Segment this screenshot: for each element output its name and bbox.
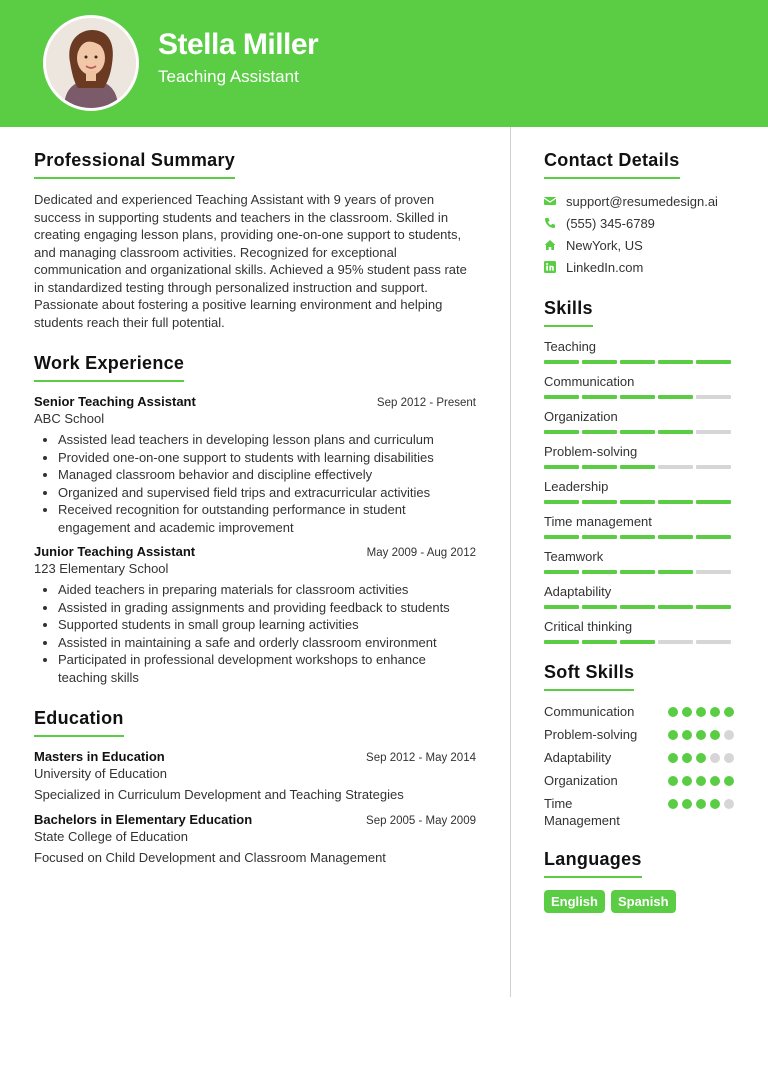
bullet-item: • Assisted lead teachers in developing lesson plans and curriculum xyxy=(58,431,476,449)
skill-level-bar xyxy=(544,500,734,504)
soft-skill-rating xyxy=(668,707,734,717)
job-title: Senior Teaching Assistant xyxy=(34,394,196,409)
candidate-name: Stella Miller xyxy=(158,28,319,61)
rating-dot xyxy=(696,776,706,786)
home-icon xyxy=(544,239,566,251)
rating-dot xyxy=(682,707,692,717)
job-bullets xyxy=(34,431,476,536)
bullet-item: • Assisted in grading assignments and providing feedback to students xyxy=(58,599,476,617)
skill-bar-segment xyxy=(620,395,655,399)
skill-item xyxy=(544,374,734,399)
rating-dot xyxy=(710,730,720,740)
section-title-languages: Languages xyxy=(544,849,642,878)
skill-bar-segment xyxy=(696,500,731,504)
skill-level-bar xyxy=(544,605,734,609)
summary-text: Dedicated and experienced Teaching Assistant with 9 years of proven success in supporting students and teachers in the classroom. Skilled in creating engaging lesson plans, providing one-on-one support to students, and managing classroom activities. Recognized for exceptional communication and organizational skills. Achieved a 95% student pass rate in standardized testing through personalized instruction and support. Passionate about fostering a positive learning environment and helping students reach their full potential. xyxy=(34,192,467,330)
skill-bar-segment xyxy=(620,570,655,574)
rating-dot xyxy=(682,753,692,763)
skill-level-bar xyxy=(544,535,734,539)
education-description: Focused on Child Development and Classroom Management xyxy=(34,850,386,865)
section-title-work: Work Experience xyxy=(34,353,184,382)
rating-dot xyxy=(668,753,678,763)
job-title: Junior Teaching Assistant xyxy=(34,544,196,559)
skill-bar-segment xyxy=(582,465,617,469)
contact-linkedin-text: LinkedIn.com xyxy=(566,259,644,275)
skill-bar-segment xyxy=(620,465,655,469)
rating-dot xyxy=(696,799,706,809)
job-organization: 123 Elementary School xyxy=(34,561,169,576)
skill-item xyxy=(544,549,734,574)
contact-list xyxy=(544,190,734,278)
skill-bar-segment xyxy=(620,500,655,504)
skill-bar-segment xyxy=(696,430,731,434)
languages-list xyxy=(544,890,734,913)
skill-bar-segment xyxy=(544,605,579,609)
section-title-skills: Skills xyxy=(544,298,593,327)
skill-bar-segment xyxy=(696,360,731,364)
rating-dot xyxy=(682,799,692,809)
skill-name: Organization xyxy=(544,409,618,424)
soft-skill-rating xyxy=(668,799,734,809)
job-organization: ABC School xyxy=(34,411,105,426)
section-title-contact: Contact Details xyxy=(544,150,680,179)
language-tag: Spanish xyxy=(611,890,676,913)
section-title-summary: Professional Summary xyxy=(34,150,235,179)
skill-bar-segment xyxy=(544,535,579,539)
skill-level-bar xyxy=(544,395,734,399)
soft-skill-name: Time Management xyxy=(544,796,620,828)
skill-bar-segment xyxy=(582,430,617,434)
rating-dot xyxy=(668,799,678,809)
rating-dot xyxy=(724,707,734,717)
skill-bar-segment xyxy=(582,640,617,644)
bullet-item: • Managed classroom behavior and discipline effectively xyxy=(58,466,476,484)
skills-list xyxy=(544,339,734,644)
skill-bar-segment xyxy=(696,640,731,644)
skill-bar-segment xyxy=(658,465,693,469)
education-entry xyxy=(34,749,476,802)
skill-bar-segment xyxy=(620,430,655,434)
skill-bar-segment xyxy=(696,465,731,469)
soft-skill-item xyxy=(544,772,734,789)
email-icon xyxy=(544,195,566,207)
header-banner xyxy=(0,0,768,127)
rating-dot xyxy=(696,707,706,717)
soft-skill-name: Problem-solving xyxy=(544,727,638,742)
bullet-item: • Supported students in small group learning activities xyxy=(58,616,476,634)
skill-bar-segment xyxy=(658,430,693,434)
education-description: Specialized in Curriculum Development and Teaching Strategies xyxy=(34,787,404,802)
skill-bar-segment xyxy=(544,465,579,469)
skill-bar-segment xyxy=(620,360,655,364)
skill-bar-segment xyxy=(696,535,731,539)
skill-bar-segment xyxy=(544,640,579,644)
rating-dot xyxy=(724,753,734,763)
bullet-item: • Received recognition for outstanding performance in student engagement and academic improvement xyxy=(58,501,476,536)
skill-item xyxy=(544,409,734,434)
rating-dot xyxy=(710,776,720,786)
skill-bar-segment xyxy=(544,395,579,399)
skill-bar-segment xyxy=(544,430,579,434)
language-tag: English xyxy=(544,890,605,913)
soft-skill-name: Organization xyxy=(544,773,618,788)
sidebar-column xyxy=(544,150,734,913)
skill-bar-segment xyxy=(582,360,617,364)
job-bullets xyxy=(34,581,476,686)
soft-skill-rating xyxy=(668,776,734,786)
bullet-item: • Aided teachers in preparing materials for classroom activities xyxy=(58,581,476,599)
soft-skill-item xyxy=(544,795,734,829)
section-title-education: Education xyxy=(34,708,124,737)
soft-skill-name: Communication xyxy=(544,704,635,719)
bullet-item: • Assisted in maintaining a safe and orderly classroom environment xyxy=(58,634,476,652)
soft-skill-item xyxy=(544,703,734,720)
skill-bar-segment xyxy=(582,500,617,504)
skill-bar-segment xyxy=(696,570,731,574)
job-date: May 2009 - Aug 2012 xyxy=(366,547,476,559)
profile-photo xyxy=(46,18,136,108)
rating-dot xyxy=(682,730,692,740)
skill-level-bar xyxy=(544,430,734,434)
candidate-role: Teaching Assistant xyxy=(158,67,299,86)
skill-name: Time management xyxy=(544,514,652,529)
main-column xyxy=(34,150,476,865)
skill-bar-segment xyxy=(582,605,617,609)
skill-bar-segment xyxy=(658,605,693,609)
skill-name: Teamwork xyxy=(544,549,604,564)
skill-bar-segment xyxy=(582,570,617,574)
job-entry xyxy=(34,394,476,536)
skill-bar-segment xyxy=(696,395,731,399)
soft-skill-item xyxy=(544,726,734,743)
skill-bar-segment xyxy=(658,570,693,574)
skill-level-bar xyxy=(544,570,734,574)
skill-bar-segment xyxy=(620,640,655,644)
soft-skill-name: Adaptability xyxy=(544,750,612,765)
rating-dot xyxy=(724,776,734,786)
job-date: Sep 2012 - Present xyxy=(376,397,476,409)
degree-title: Masters in Education xyxy=(34,749,165,764)
contact-phone[interactable] xyxy=(544,212,734,234)
soft-skill-rating xyxy=(668,753,734,763)
soft-skill-rating xyxy=(668,730,734,740)
rating-dot xyxy=(710,707,720,717)
skill-bar-segment xyxy=(544,570,579,574)
phone-icon xyxy=(544,217,566,229)
skill-item xyxy=(544,479,734,504)
skill-bar-segment xyxy=(658,360,693,364)
contact-phone-text: (555) 345-6789 xyxy=(566,215,655,231)
skill-item xyxy=(544,514,734,539)
school-name: University of Education xyxy=(34,766,167,781)
contact-linkedin[interactable] xyxy=(544,256,734,278)
skill-bar-segment xyxy=(544,500,579,504)
rating-dot xyxy=(696,730,706,740)
education-date: Sep 2005 - May 2009 xyxy=(366,815,476,827)
skill-name: Teaching xyxy=(544,339,597,354)
degree-title: Bachelors in Elementary Education xyxy=(34,812,253,827)
column-divider xyxy=(510,127,511,997)
school-name: State College of Education xyxy=(34,829,188,844)
rating-dot xyxy=(710,753,720,763)
contact-email-text: support@resumedesign.ai xyxy=(566,193,718,209)
skill-bar-segment xyxy=(620,605,655,609)
soft-skill-item xyxy=(544,749,734,766)
skill-item xyxy=(544,444,734,469)
bullet-item: • Organized and supervised field trips and extracurricular activities xyxy=(58,484,476,502)
rating-dot xyxy=(668,707,678,717)
skill-name: Adaptability xyxy=(544,584,612,599)
contact-location-text: NewYork, US xyxy=(566,237,643,253)
skill-name: Problem-solving xyxy=(544,444,638,459)
rating-dot xyxy=(724,730,734,740)
skill-bar-segment xyxy=(658,640,693,644)
contact-location xyxy=(544,234,734,256)
skill-level-bar xyxy=(544,640,734,644)
skill-item xyxy=(544,584,734,609)
bullet-item: • Participated in professional development workshops to enhance teaching skills xyxy=(58,651,476,686)
soft-skills-list xyxy=(544,703,734,829)
rating-dot xyxy=(724,799,734,809)
skill-level-bar xyxy=(544,360,734,364)
linkedin-icon xyxy=(544,261,566,273)
rating-dot xyxy=(668,776,678,786)
contact-email[interactable] xyxy=(544,190,734,212)
rating-dot xyxy=(682,776,692,786)
skill-item xyxy=(544,339,734,364)
skill-bar-segment xyxy=(696,605,731,609)
education-entry xyxy=(34,812,476,865)
skill-bar-segment xyxy=(582,535,617,539)
skill-name: Leadership xyxy=(544,479,609,494)
skill-name: Critical thinking xyxy=(544,619,633,634)
section-title-soft-skills: Soft Skills xyxy=(544,662,634,691)
skill-bar-segment xyxy=(582,395,617,399)
skill-bar-segment xyxy=(658,535,693,539)
rating-dot xyxy=(668,730,678,740)
bullet-item: • Provided one-on-one support to students with learning disabilities xyxy=(58,449,476,467)
avatar xyxy=(43,15,139,111)
skill-name: Communication xyxy=(544,374,635,389)
job-entry xyxy=(34,544,476,686)
rating-dot xyxy=(696,753,706,763)
skill-bar-segment xyxy=(620,535,655,539)
education-date: Sep 2012 - May 2014 xyxy=(366,752,476,764)
skill-bar-segment xyxy=(544,360,579,364)
rating-dot xyxy=(710,799,720,809)
skill-level-bar xyxy=(544,465,734,469)
skill-item xyxy=(544,619,734,644)
skill-bar-segment xyxy=(658,395,693,399)
skill-bar-segment xyxy=(658,500,693,504)
